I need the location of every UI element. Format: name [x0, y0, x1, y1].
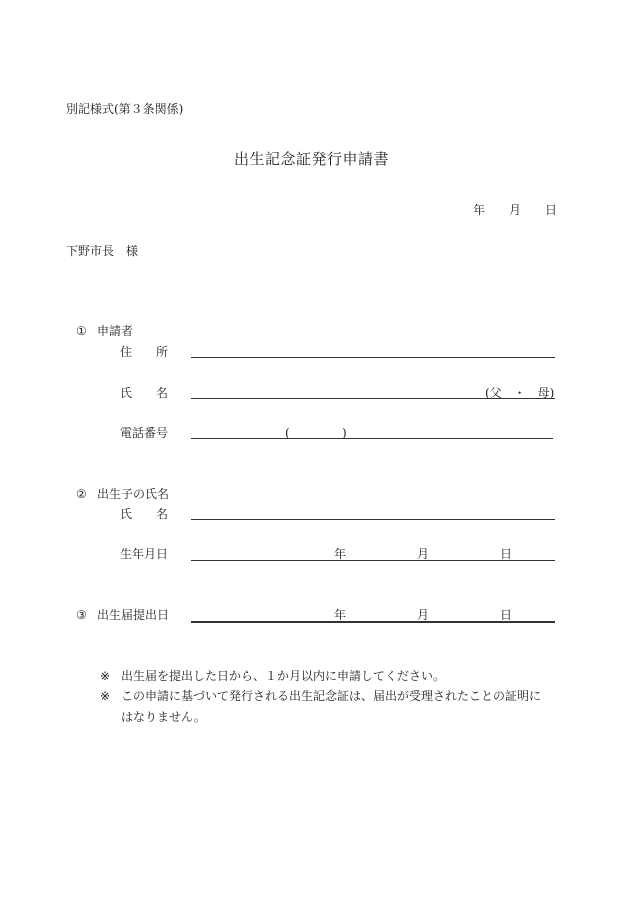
child-name-label: 氏 名 — [120, 507, 168, 521]
dob-day: 日 — [500, 547, 513, 561]
dob-field-line[interactable] — [191, 560, 555, 561]
note2-text: この申請に基づいて発行される出生記念証は、届出が受理されたことの証明に — [121, 689, 542, 703]
phone-paren-close: ) — [342, 426, 347, 440]
addressee: 下野市長 様 — [66, 244, 139, 258]
note2-continuation: はなりません。 — [121, 710, 206, 724]
date-header-day: 日 — [545, 203, 558, 217]
reg-year: 年 — [334, 608, 347, 622]
reg-day: 日 — [500, 608, 513, 622]
date-header-year: 年 — [473, 203, 486, 217]
note1-mark: ※ — [100, 669, 111, 683]
section1-heading: 申請者 — [97, 324, 134, 338]
note2-mark: ※ — [100, 689, 111, 703]
form-label: 別記様式(第３条関係) — [66, 102, 184, 116]
applicant-name-label: 氏 名 — [120, 386, 168, 400]
section3-heading: 出生届提出日 — [97, 608, 170, 622]
parent-note: (父 ・ 母) — [485, 386, 555, 400]
date-header-month: 月 — [509, 203, 522, 217]
applicant-name-field-line[interactable] — [191, 398, 555, 399]
address-label: 住 所 — [120, 345, 168, 359]
dob-year: 年 — [334, 547, 347, 561]
phone-label: 電話番号 — [120, 426, 169, 440]
section2-heading: 出生子の氏名 — [97, 487, 170, 501]
section2-number: ② — [76, 487, 87, 501]
child-name-field-line[interactable] — [191, 519, 555, 520]
note1-text: 出生届を提出した日から、１か月以内に申請してください。 — [121, 669, 446, 683]
address-field-line[interactable] — [191, 357, 555, 358]
dob-label: 生年月日 — [120, 547, 169, 561]
dob-month: 月 — [417, 547, 430, 561]
section3-number: ③ — [76, 608, 87, 622]
phone-paren-open: ( — [285, 426, 290, 440]
page-title: 出生記念証発行申請書 — [234, 150, 390, 168]
section1-number: ① — [76, 324, 87, 338]
reg-month: 月 — [417, 608, 430, 622]
phone-field-line[interactable] — [191, 438, 553, 439]
reg-date-field-line[interactable] — [191, 621, 555, 623]
